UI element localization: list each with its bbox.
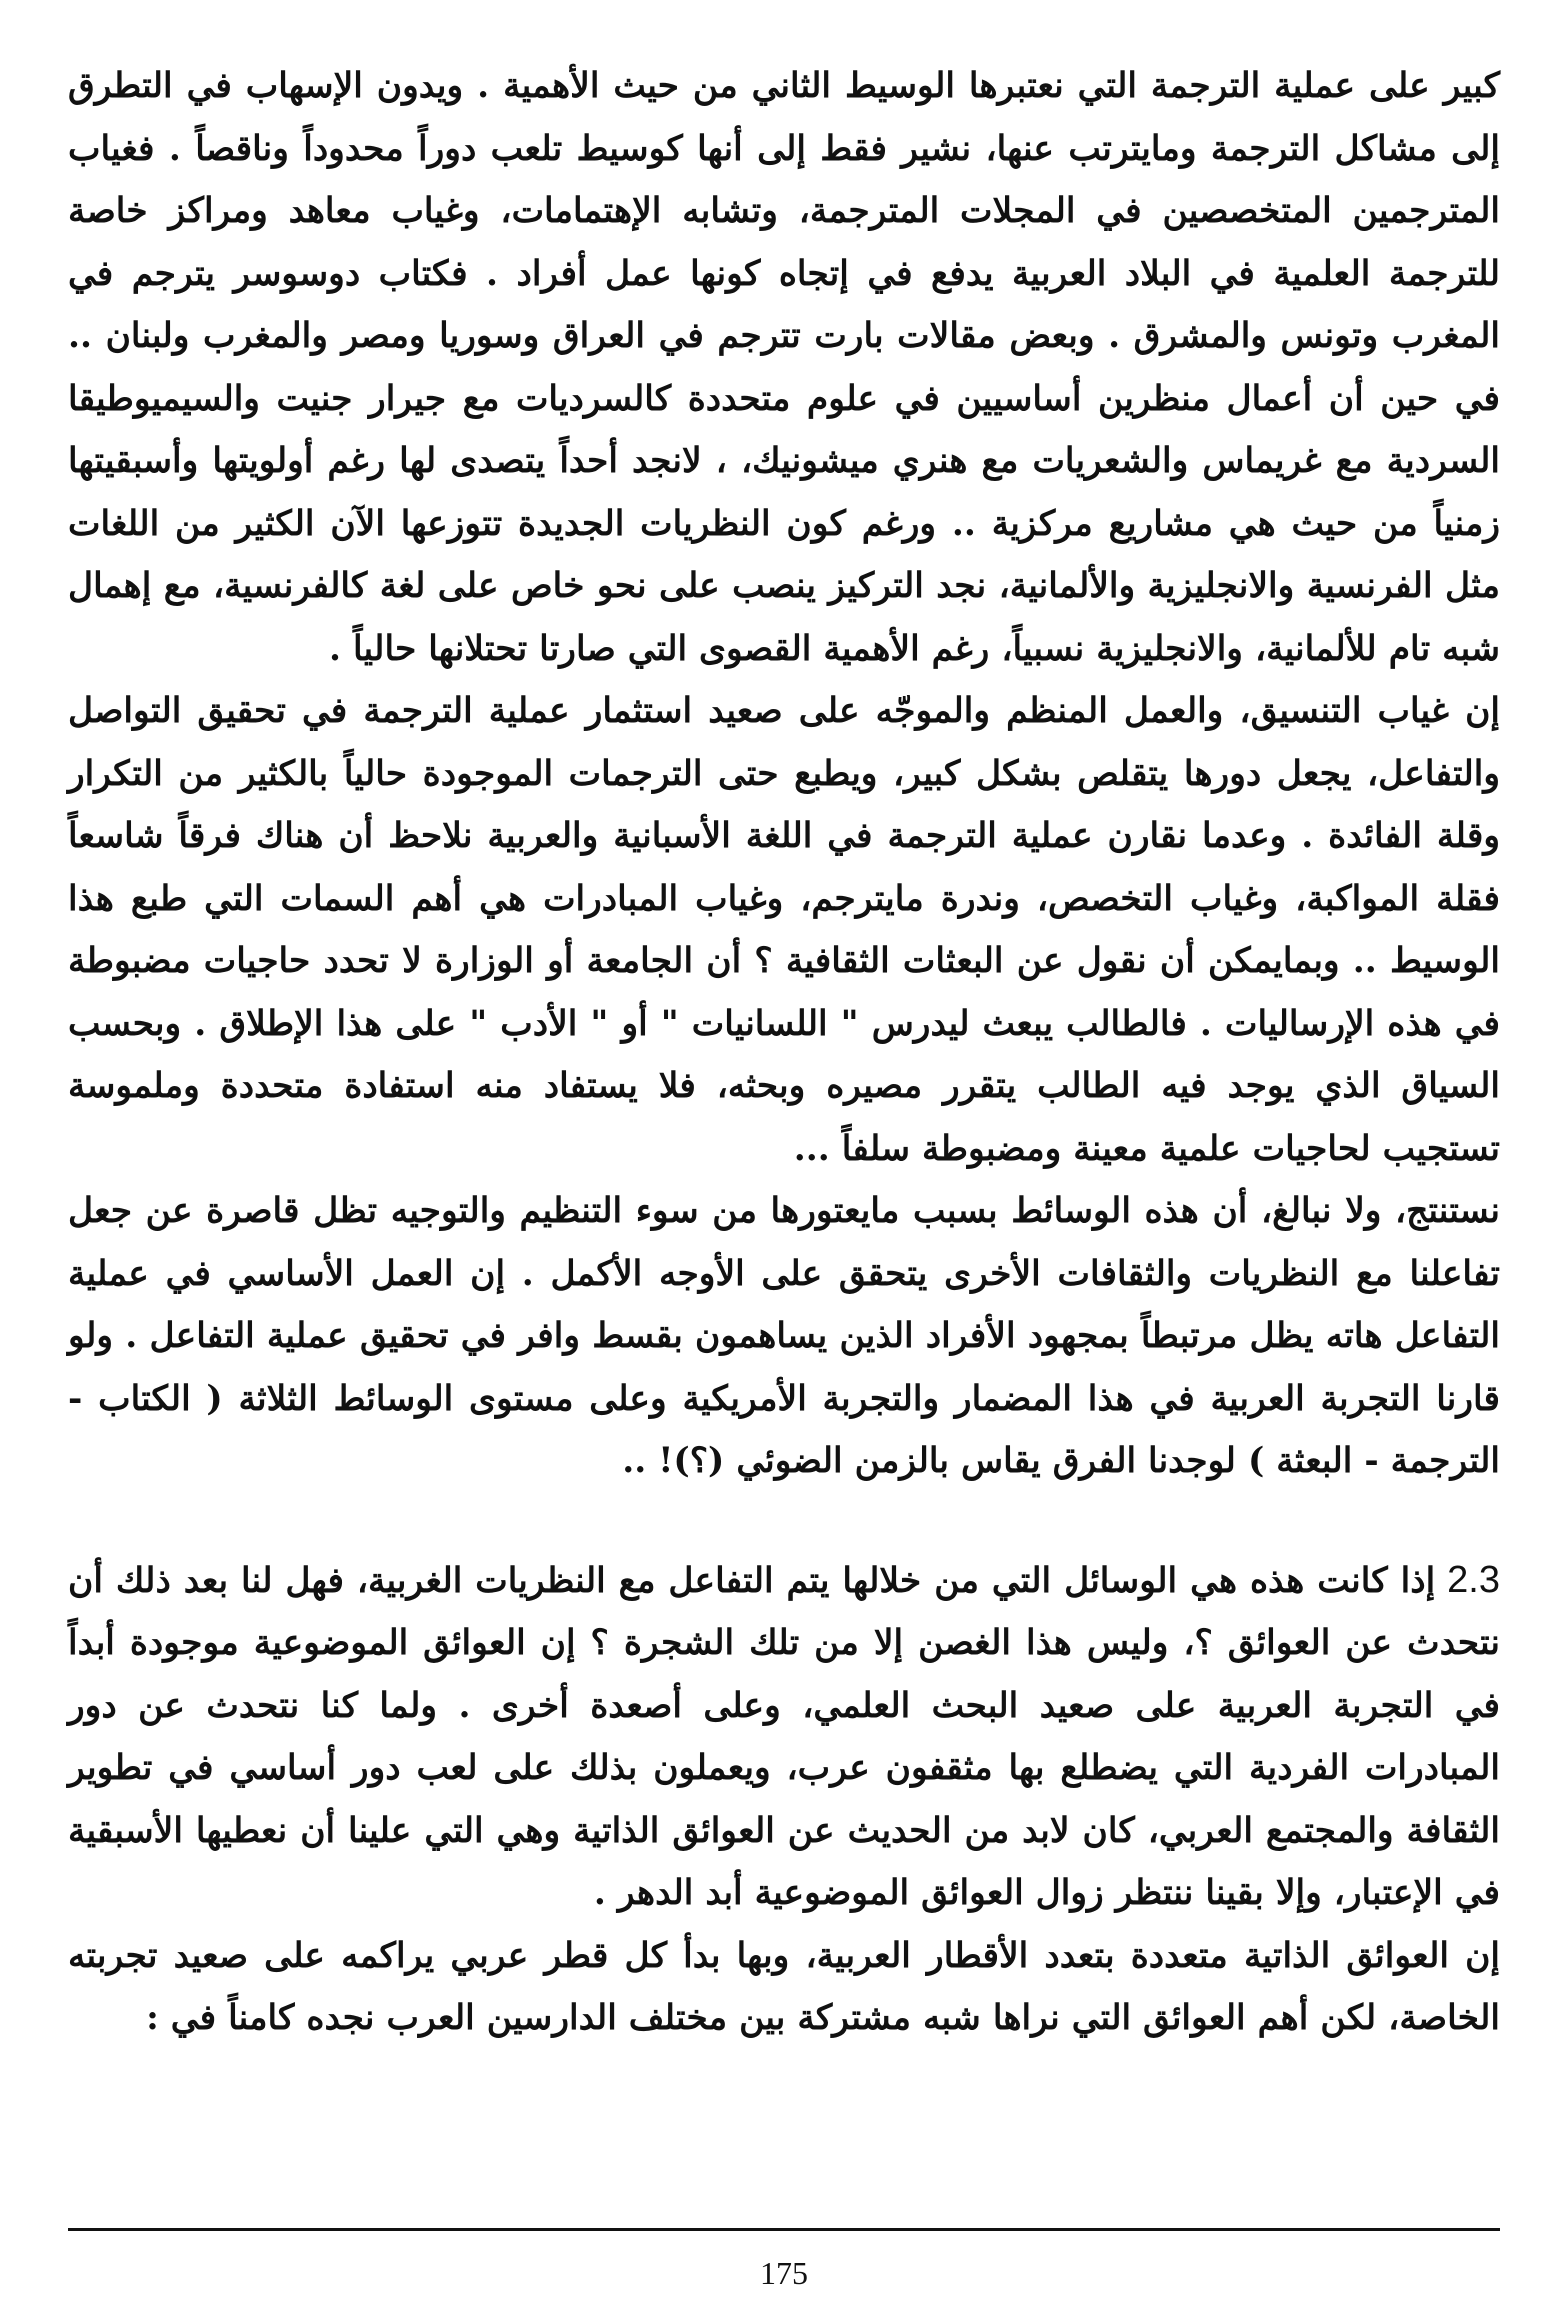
section-number: 2.3 [1447,1558,1500,1601]
footer-rule [68,2228,1500,2231]
page-body [68,55,1500,2235]
paragraph-coordination: إن غياب التنسيق، والعمل المنظم والموجّه على صعيد استثمار عملية الترجمة في تحقيق التواصل والتفاعل، يجعل دورها يتقلص بشكل كبير، ويطبع حتى الترجمات الموجودة حالياً بالكثير من التكرار وقلة الفائدة . وعدما نقارن عملية الترجمة في اللغة الأسبانية والعربية نلاحظ أن هناك فرقاً شاسعاً فقلة المواكبة، وغياب التخصص، وندرة مايترجم، وغياب المبادرات هي أهم السمات التي طبع هذا الوسيط .. وبمايمكن أن نقول عن البعثات الثقافية ؟ أن الجامعة أو الوزارة لا تحدد حاجيات مضبوطة في هذه الإرساليات . فالطالب يبعث ليدرس " اللسانيات " أو " الأدب " على هذا الإطلاق . وبحسب السياق الذي يوجد فيه الطالب يتقرر مصيره وبحثه، فلا يستفاد منه استفادة متحددة وملموسة تستجيب لحاجيات علمية معينة ومضبوطة سلفاً ... [68,691,1500,1169]
paragraph-subjective-obstacles: إن العوائق الذاتية متعددة بتعدد الأقطار العربية، وبها بدأ كل قطر عربي يراكمه على صعيد تجربته الخاصة، لكن أهم العوائق التي نراها شبه مشتركة بين مختلف الدارسين العرب نجده كامناً في : [68,1935,1500,2038]
paragraph-translation-role: كبير على عملية الترجمة التي نعتبرها الوسيط الثاني من حيث الأهمية . ويدون الإسهاب في التطرق إلى مشاكل الترجمة ومايترتب عنها، نشير فقط إلى أنها كوسيط تلعب دوراً محدوداً وناقصاً . فغياب المترجمين المتخصصين في المجلات المترجمة، وتشابه الإهتمامات، وغياب معاهد ومراكز خاصة للترجمة العلمية في البلاد العربية يدفع في إتجاه كونها عمل أفراد . فكتاب دوسوسر يترجم في المغرب وتونس والمشرق . وبعض مقالات بارت تترجم في العراق وسوريا ومصر والمغرب ولبنان .. في حين أن أعمال منظرين أساسيين في علوم متحددة كالسرديات مع جيرار جنيت والسيميوطيقا السردية مع غريماس والشعريات مع هنري ميشونيك، ، لانجد أحداً يتصدى لها رغم أولويتها وأسبقيتها زمنياً من حيث هي مشاريع مركزية .. ورغم كون النظريات الجديدة تتوزعها الآن الكثير من اللغات مثل الفرنسية والانجليزية والألمانية، نجد التركيز ينصب على نحو خاص على لغة كالفرنسية، مع إهمال شبه تام للألمانية، والانجليزية نسبياً، رغم الأهمية القصوى التي صارتا تحتلانها حالياً . [68,66,1500,669]
section-paragraph-text: إذا كانت هذه هي الوسائل التي من خلالها يتم التفاعل مع النظريات الغربية، فهل لنا بعد ذلك أن نتحدث عن العوائق ؟، وليس هذا الغصن إلا من تلك الشجرة ؟ إن العوائق الموضوعية موجودة أبداً في التجربة العربية على صعيد البحث العلمي، وعلى أصعدة أخرى . ولما كنا نتحدث عن دور المبادرات الفردية التي يضطلع بها مثقفون عرب، ويعملون بذلك على لعب دور أساسي في تطوير الثقافة والمجتمع العربي، كان لابد من الحديث عن العوائق الذاتية وهي التي علينا أن نعطيها الأسبقية في الإعتبار، وإلا بقينا ننتظر زوال العوائق الموضوعية أبد الدهر . [68,1560,1500,1913]
section-gap [68,1493,1500,1549]
section-paragraph [68,1549,1500,1925]
paragraph-conclusion: نستنتج، ولا نبالغ، أن هذه الوسائط بسبب مايعتورها من سوء التنظيم والتوجيه تظل قاصرة عن جعل تفاعلنا مع النظريات والثقافات الأخرى يتحقق على الأوجه الأكمل . إن العمل الأساسي في عملية التفاعل هاته يظل مرتبطاً بمجهود الأفراد الذين يساهمون بقسط وافر في تحقيق عملية التفاعل . ولو قارنا التجربة العربية في هذا المضمار والتجربة الأمريكية وعلى مستوى الوسائط الثلاثة ( الكتاب - الترجمة - البعثة ) لوجدنا الفرق يقاس بالزمن الضوئي (؟)! .. [68,1191,1500,1481]
page-number: 175 [760,2255,808,2291]
